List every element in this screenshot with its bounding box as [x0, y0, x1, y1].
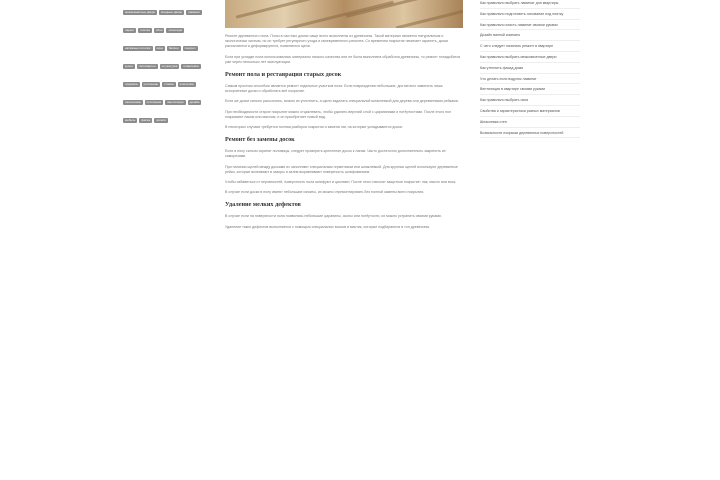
tag-link[interactable]: кухня: [125, 64, 133, 68]
tag-link[interactable]: натяжные потолки: [125, 46, 151, 50]
tag-link[interactable]: штукатурка: [161, 64, 178, 68]
sidebar-link[interactable]: Как правильно выбрать межкомнатные двери: [480, 54, 580, 63]
tag-link[interactable]: санузел: [184, 46, 196, 50]
tag-link[interactable]: отопление: [146, 100, 162, 104]
tag-link[interactable]: дизайн: [189, 100, 200, 104]
sidebar-link[interactable]: Как правильно класть ламинат своими руками: [480, 22, 580, 31]
tag-link[interactable]: сантехника: [125, 100, 141, 104]
tag-link[interactable]: электрика: [179, 82, 194, 86]
tag-link[interactable]: кровля: [156, 118, 166, 122]
section-paragraph: В случае если доски в полу имеют небольшие изъяны, их можно отремонтировать без полной замены всего покрытия.: [225, 190, 425, 195]
section-paragraph: При необходимости старое покрытие можно отциклевать, чтобы удалить верхний слой с царапинами и потёртостями. После этого пол покрывают лаком или маслом, и он приобретает новый вид.: [225, 109, 452, 119]
tag-link[interactable]: межкомнатные двери: [125, 10, 156, 14]
section-paragraph: Если в полу сильно скрипят половицы, следует проверить крепление досок к лагам. Часто достаточно дополнительно закрепить их саморезами.: [225, 149, 446, 159]
sidebar-link[interactable]: Как правильно выбрать ламинат для квартиры: [480, 0, 580, 9]
tag-link[interactable]: плитка: [140, 28, 150, 32]
tag-link[interactable]: обои: [155, 28, 163, 32]
sidebar-link[interactable]: Как правильно подготовить основание под плитку: [480, 11, 580, 20]
sidebar-link[interactable]: Как утеплить фасад дома: [480, 65, 580, 74]
tag-link[interactable]: входные двери: [161, 10, 183, 14]
tag-link[interactable]: балкон: [168, 46, 179, 50]
tag-link[interactable]: вентиляция: [167, 100, 184, 104]
section-paragraph: При наличии щелей между досками их заполняют специальным герметиком или шпаклевкой. Для крупных щелей используют деревянные рейки, которые вклеивают в зазоры и затем выравнивают поверхность шлифованием.: [225, 164, 458, 174]
section-paragraph: Самым простым способом является ремонт отдельных участков пола. Если повреждения небольшие, достаточно заменить лишь испорченные доски и обработать всё покрытие.: [225, 84, 443, 94]
hero-wood-image: [225, 0, 463, 28]
section-paragraph: В некоторых случаях требуется полная разборка покрытия и замена лаг, на которые укладываются доски.: [225, 125, 403, 130]
sidebar-link[interactable]: Как правильно выбрать окна: [480, 97, 580, 106]
section-paragraph: Чтобы избавиться от неровностей, поверхность пола шлифуют и циклюют. После этого наносят защитное покрытие: лак, масло или воск.: [225, 180, 457, 185]
sidebar-link[interactable]: Дизайн ванной комнаты: [480, 32, 580, 41]
article: [225, 0, 463, 230]
tag-link[interactable]: окна: [156, 46, 163, 50]
intro-paragraph: Если при укладке пола использовались материалы низкого качества или не была выполнена обработка древесины, то ремонт понадобится уже через несколько лет эксплуатации.: [225, 54, 461, 64]
sidebar-link[interactable]: Свойства и характеристики разных материалов: [480, 108, 580, 117]
tag-link[interactable]: покраска: [125, 82, 138, 86]
tag-link[interactable]: гипсокартон: [138, 64, 156, 68]
tag-link[interactable]: утепление: [143, 82, 159, 86]
tag-link[interactable]: мебель: [125, 118, 136, 122]
sidebar-link[interactable]: Что делать если вздулся ламинат: [480, 76, 580, 85]
section-paragraph: Удаление таких дефектов выполняется с помощью специальных восков и мастик, которые подбираются в тон древесины.: [225, 224, 431, 229]
tag-cloud: [123, 0, 205, 126]
sidebar-links: [480, 0, 580, 140]
tag-link[interactable]: паркет: [125, 28, 135, 32]
sidebar-link[interactable]: Вентиляция в квартире своими руками: [480, 86, 580, 95]
tag-link[interactable]: ламинат: [188, 10, 200, 14]
tag-link[interactable]: шпаклевка: [183, 64, 199, 68]
section-heading: Ремонт без замены досок: [225, 136, 295, 144]
sidebar-link[interactable]: С чего следует начинать ремонт в квартире: [480, 43, 580, 52]
intro-paragraph: Ремонт деревянного пола. Полы в частных домах чаще всего выполнены из древесины. Такой материал является натуральным и экологически чистым, но он требует регулярного ухода и своевременного ремонта. Со временем покрытие начинает скрипеть, доски рассыхаются и деформируются, появляются щели.: [225, 34, 449, 49]
section-heading: Удаление мелких дефектов: [225, 201, 301, 209]
sidebar-link[interactable]: Возможности покраски деревянных поверхностей: [480, 130, 580, 139]
section-heading: Ремонт пола и реставрация старых досок: [225, 71, 342, 79]
tag-link[interactable]: линолеум: [168, 28, 183, 32]
sidebar-link[interactable]: Шпаклевка стен: [480, 119, 580, 128]
section-paragraph: Если же доски сильно рассохлись, можно их уплотнить, а щели заделать специальной шпаклевкой для дерева или деревянными рейками.: [225, 99, 459, 104]
section-paragraph: В случае если на поверхности пола появились небольшие царапины, сколы или потёртости, их можно устранить своими руками.: [225, 214, 442, 219]
tag-link[interactable]: фасад: [141, 118, 151, 122]
tag-link[interactable]: стяжка: [164, 82, 174, 86]
